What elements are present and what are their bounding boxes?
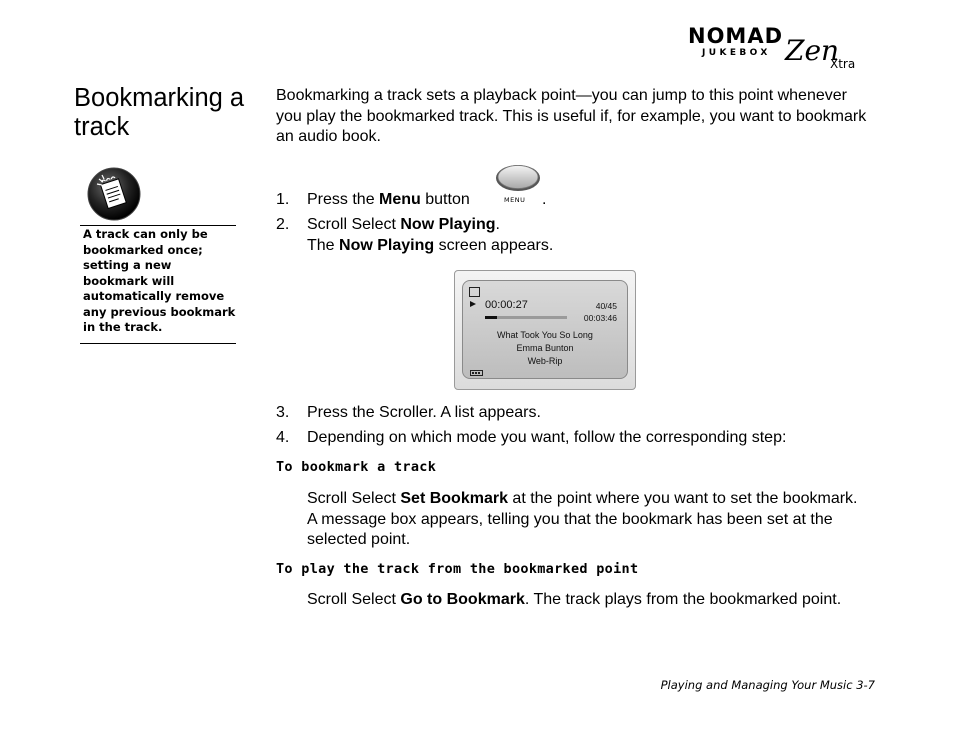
elapsed-time: 00:00:27 [485,299,528,311]
step-text: Depending on which mode you want, follow the corresponding step: [307,429,787,446]
section-heading-set-bookmark: To bookmark a track [276,459,437,475]
page-footer: Playing and Managing Your Music 3-7 [660,678,875,692]
set-bookmark-paragraph: Scroll Select Set Bookmark at the point where you want to set the bookmark. A message box appears, telling you that the bookmark has been set at the selected point. [307,490,858,548]
step-text: Scroll Select Now Playing. [307,216,500,233]
go-to-bookmark-paragraph: Scroll Select Go to Bookmark. The track plays from the bookmarked point. [307,591,842,608]
note-pad-icon [87,167,141,221]
step-number: 1. [276,191,290,208]
step-1-period: . [542,191,547,208]
step-number: 4. [276,429,290,446]
progress-fill [485,316,497,319]
step-number: 2. [276,216,290,233]
now-playing-screen [454,270,636,390]
progress-bar [485,316,567,319]
song-title: What Took You So Long [497,330,593,340]
artist-name: Emma Bunton [516,343,574,353]
battery-icon [470,370,483,376]
logo-nomad: NOMAD [688,24,784,48]
track-icon [469,287,480,297]
album-name: Web-Rip [527,356,563,366]
nomad-zen-xtra-logo [688,24,868,74]
logo-zen: Zen [785,34,840,67]
page-title: Bookmarking a track [74,84,245,141]
section-heading-go-to-bookmark: To play the track from the bookmarked point [276,561,639,577]
logo-jukebox: JUKEBOX [702,48,771,58]
player-lcd [462,280,628,379]
step-text-line2: The Now Playing screen appears. [307,236,554,254]
total-time: 00:03:46 [583,313,617,323]
sidebar-note: A track can only be bookmarked once; setting a new bookmark will automatically remove any previous bookmark in the track. [80,225,236,344]
menu-button-icon [493,163,547,207]
track-count: 40/45 [595,301,617,311]
logo-xtra: Xtra [830,57,856,71]
step-text: Press the Menu button [307,191,470,208]
menu-button-label: MENU [504,196,526,204]
step-number: 3. [276,404,290,421]
step-text: Press the Scroller. A list appears. [307,404,541,421]
intro-paragraph: Bookmarking a track sets a playback point—you can jump to this point whenever you play the bookmarked track. This is useful if, for example, you want to bookmark an audio book. [276,87,867,145]
play-icon [470,301,476,307]
